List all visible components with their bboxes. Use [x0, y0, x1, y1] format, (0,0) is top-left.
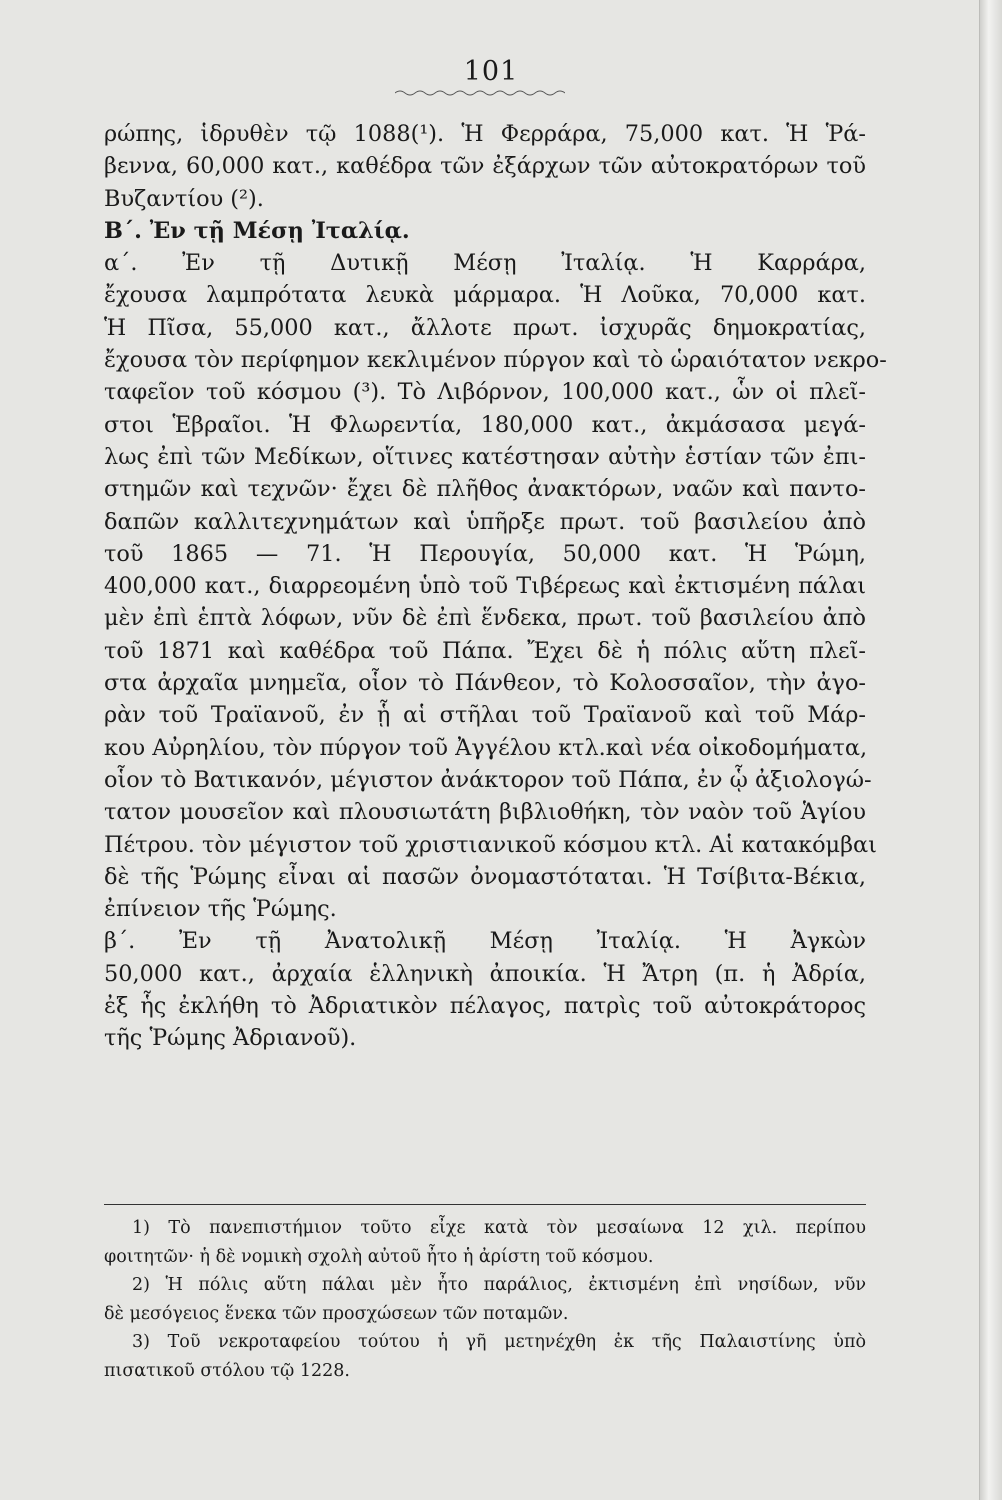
section-heading: Β΄. Ἐν τῇ Μέσῃ Ἰταλίᾳ. — [104, 217, 410, 244]
main-text — [104, 118, 887, 1055]
page-number: 101 — [463, 56, 519, 87]
footnote-line: φοιτητῶν· ἡ δὲ νομικὴ σχολὴ αὐτοῦ ἦτο ἡ ἀρίστη τοῦ κόσμου. — [104, 1246, 654, 1267]
text-line: κου Αὐρηλίου, τὸν πύργον τοῦ Ἀγγέλου κτλ.καὶ νέα οἰκοδομήματα, — [104, 734, 868, 761]
footnote-line: 1) Τὸ πανεπιστήμιον τοῦτο εἶχε κατὰ τὸν μεσαίωνα 12 χιλ. περίπου — [132, 1218, 866, 1238]
text-line: δαπῶν καλλιτεχνημάτων καὶ ὑπῆρξε πρωτ. τοῦ βασιλείου ἀπὸ — [104, 508, 866, 535]
subsection-heading: α΄. Ἐν τῇ Δυτικῇ Μέσῃ Ἰταλίᾳ. Ἡ Καρράρα, — [104, 250, 866, 277]
text-line: στημῶν καὶ τεχνῶν· ἔχει δὲ πλῆθος ἀνακτόρων, ναῶν καὶ παντο- — [104, 476, 866, 503]
footnotes — [104, 1214, 866, 1386]
text-line: στα ἀρχαῖα μνημεῖα, οἷον τὸ Πάνθεον, τὸ Κολοσσαῖον, τὴν ἀγο- — [104, 670, 866, 697]
text-line: βεννα, 60,000 κατ., καθέδρα τῶν ἐξάρχων τῶν αὐτοκρατόρων τοῦ — [104, 153, 866, 180]
text-line: ἔχουσα λαμπρότατα λευκὰ μάρμαρα. Ἡ Λοῦκα, 70,000 κατ. — [104, 282, 866, 309]
text-line: τατον μουσεῖον καὶ πλουσιωτάτη βιβλιοθήκη, τὸν ναὸν τοῦ Ἁγίου — [104, 799, 866, 826]
footnote-line: πισατικοῦ στόλου τῷ 1228. — [104, 1360, 350, 1381]
text-line: τοῦ 1865 — 71. Ἡ Περουγία, 50,000 κατ. Ἡ Ῥώμη, — [104, 540, 866, 567]
footnote-line: 2) Ἡ πόλις αὕτη πάλαι μὲν ἦτο παράλιος, ἐκτισμένη ἐπὶ νησίδων, νῦν — [132, 1275, 866, 1296]
footnote-line: 3) Τοῦ νεκροταφείου τούτου ἡ γῆ μετηνέχθη ἐκ τῆς Παλαιστίνης ὑπὸ — [132, 1332, 866, 1353]
ornament-rule — [395, 88, 565, 98]
text-line: οἷον τὸ Βατικανόν, μέγιστον ἀνάκτορον τοῦ Πάπα, ἐν ᾧ ἀξιολογώ- — [104, 766, 872, 793]
subsection-heading: β΄. Ἐν τῇ Ἀνατολικῇ Μέσῃ Ἰταλίᾳ. Ἡ Ἀγκὼν — [104, 928, 866, 955]
page-edge — [979, 0, 1002, 1500]
text-line: λως ἐπὶ τῶν Μεδίκων, οἵτινες κατέστησαν αὐτὴν ἑστίαν τῶν ἐπι- — [104, 443, 866, 470]
text-line: ἐξ ἧς ἐκλήθη τὸ Ἀδριατικὸν πέλαγος, πατρὶς τοῦ αὐτοκράτορος — [104, 993, 866, 1020]
text-line: Βυζαντίου (²). — [104, 185, 264, 212]
text-line: ταφεῖον τοῦ κόσμου (³). Τὸ Λιβόρνον, 100,000 κατ., ὧν οἱ πλεῖ- — [104, 379, 866, 406]
footnote-line: δὲ μεσόγειος ἕνεκα τῶν προσχώσεων τῶν ποταμῶν. — [104, 1303, 569, 1324]
footnote-separator — [104, 1204, 866, 1205]
text-line: ρὰν τοῦ Τραϊανοῦ, ἐν ᾗ αἱ στῆλαι τοῦ Τραϊανοῦ καὶ τοῦ Μάρ- — [104, 702, 866, 729]
text-line: τοῦ 1871 καὶ καθέδρα τοῦ Πάπα. Ἔχει δὲ ἡ πόλις αὕτη πλεῖ- — [104, 637, 866, 664]
text-line: τῆς Ῥώμης Ἀδριανοῦ). — [104, 1025, 357, 1052]
text-line: Ἡ Πῖσα, 55,000 κατ., ἄλλοτε πρωτ. ἰσχυρᾶς δημοκρατίας, — [104, 314, 866, 341]
text-line: ρώπης, ἱδρυθὲν τῷ 1088(¹). Ἡ Φερράρα, 75,000 κατ. Ἡ Ῥά- — [104, 121, 866, 147]
text-line: ἐπίνειον τῆς Ῥώμης. — [104, 896, 337, 923]
text-line: 50,000 κατ., ἀρχαία ἑλληνικὴ ἀποικία. Ἡ Ἄτρη (π. ἡ Ἀδρία, — [104, 960, 866, 987]
text-line: Πέτρου. τὸν μέγιστον τοῦ χριστιανικοῦ κόσμου κτλ. Αἱ κατακόμβαι — [104, 831, 877, 858]
text-line: ἔχουσα τὸν περίφημον κεκλιμένον πύργον καὶ τὸ ὡραιότατον νεκρο- — [104, 347, 887, 374]
text-line: δὲ τῆς Ῥώμης εἶναι αἱ πασῶν ὀνομαστόταται. Ἡ Τσίβιτα-Βέκια, — [104, 863, 866, 890]
text-line: στοι Ἑβραῖοι. Ἡ Φλωρεντία, 180,000 κατ., ἀκμάσασα μεγά- — [104, 411, 866, 438]
text-line: μὲν ἐπὶ ἑπτὰ λόφων, νῦν δὲ ἐπὶ ἕνδεκα, πρωτ. τοῦ βασιλείου ἀπὸ — [104, 605, 866, 632]
text-line: 400,000 κατ., διαρρεομένη ὑπὸ τοῦ Τιβέρεως καὶ ἐκτισμένη πάλαι — [104, 573, 866, 600]
